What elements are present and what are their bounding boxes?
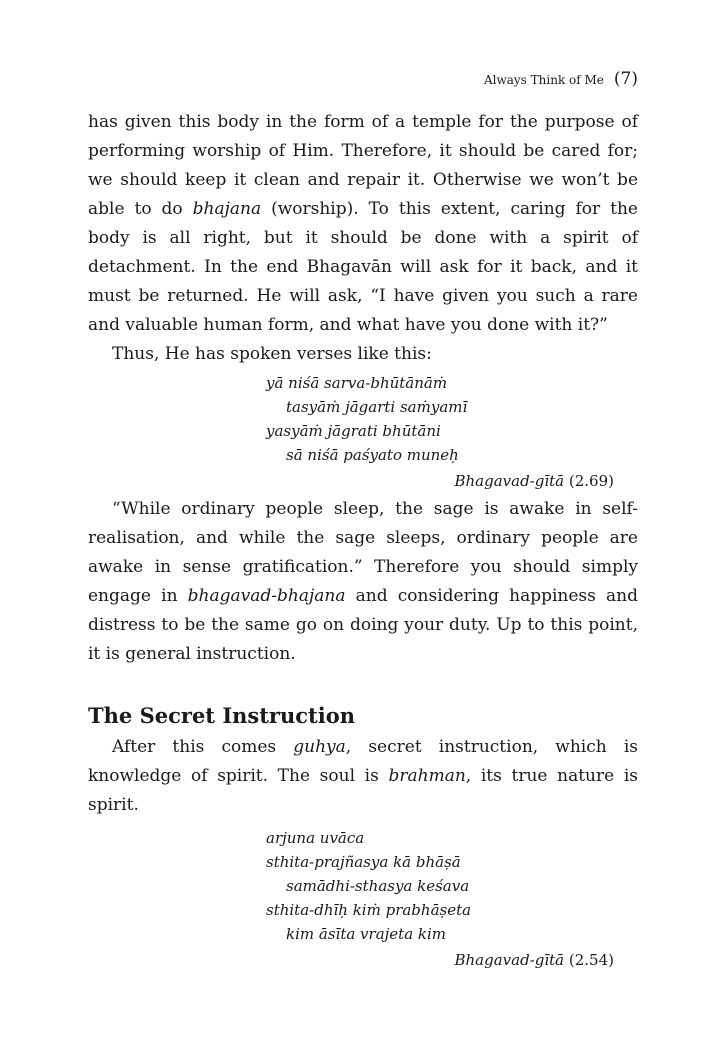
verse-line: arjuna uvāca — [266, 829, 365, 847]
term-brahman: brahman — [388, 766, 466, 786]
paragraph-guhya — [88, 733, 638, 820]
verse-source-2-54 — [88, 946, 638, 974]
paragraph-guhya-text-b: , secret instruction, which is knowledge of spirit. The soul is — [88, 737, 638, 786]
paragraph-temple — [88, 108, 638, 340]
verse-line: yasyāṁ jāgrati bhūtāni — [266, 422, 441, 440]
verse-source-2-69 — [88, 467, 638, 495]
paragraph-sage-text-b: and considering happiness and distress to be the same go on doing your duty. Up to this point, it is general instruction. — [88, 586, 638, 664]
paragraph-verses-intro: Thus, He has spoken verses like this: — [112, 344, 432, 364]
verse-line: sā niśā paśyato muneḥ — [286, 446, 459, 464]
paragraph-temple-text-b: (worship). To this extent, caring for the body is all right, but it should be done with a spirit of detachment. In the end Bhagavān will ask for it back, and it must be returned. He will ask, “I have given you such a rare and valuable human form, and what have you done with it?” — [88, 199, 638, 335]
verse-line: sthita-dhīḥ kiṁ prabhāṣeta — [266, 901, 472, 919]
term-guhya: guhya — [293, 737, 346, 757]
paragraph-temple-text-a: has given this body in the form of a temple for the purpose of performing worship of Him. Therefore, it should be cared for; we should keep it clean and repair it. Otherwise we won’t be able to do — [88, 112, 638, 219]
term-bhajana: bhajana — [192, 199, 262, 219]
paragraph-guhya-text-a: After this comes — [112, 737, 294, 757]
verse-line: tasyāṁ jāgarti saṁyamī — [286, 398, 468, 416]
source-title: Bhagavad-gītā — [454, 951, 565, 969]
verse-line: samādhi-sthasya keśava — [286, 877, 470, 895]
verse-line: sthita-prajñasya kā bhāṣā — [266, 853, 461, 871]
source-ref: (2.54) — [564, 951, 614, 969]
paragraph-guhya-text-c: , its true nature is spirit. — [88, 766, 638, 815]
verse-line: kim āsīta vrajeta kim — [286, 925, 447, 943]
section-heading: The Secret Instruction — [88, 703, 356, 728]
page-number: (7) — [613, 69, 638, 89]
paragraph-sage-text-a: “While ordinary people sleep, the sage is awake in self-realisation, and while the sage sleeps, ordinary people are awake in sense gratification.” Therefore you should simply engage in — [88, 499, 638, 606]
source-title: Bhagavad-gītā — [454, 472, 565, 490]
book-page — [88, 64, 638, 974]
running-head — [88, 64, 638, 94]
paragraph-sage — [88, 495, 638, 669]
term-bhagavad-bhajana: bhagavad-bhajana — [187, 586, 346, 606]
verse-line: yā niśā sarva-bhūtānāṁ — [266, 374, 448, 392]
source-ref: (2.69) — [564, 472, 614, 490]
verse-2-54 — [266, 826, 638, 946]
running-head-title: Always Think of Me — [483, 73, 604, 87]
verse-2-69 — [266, 371, 638, 467]
